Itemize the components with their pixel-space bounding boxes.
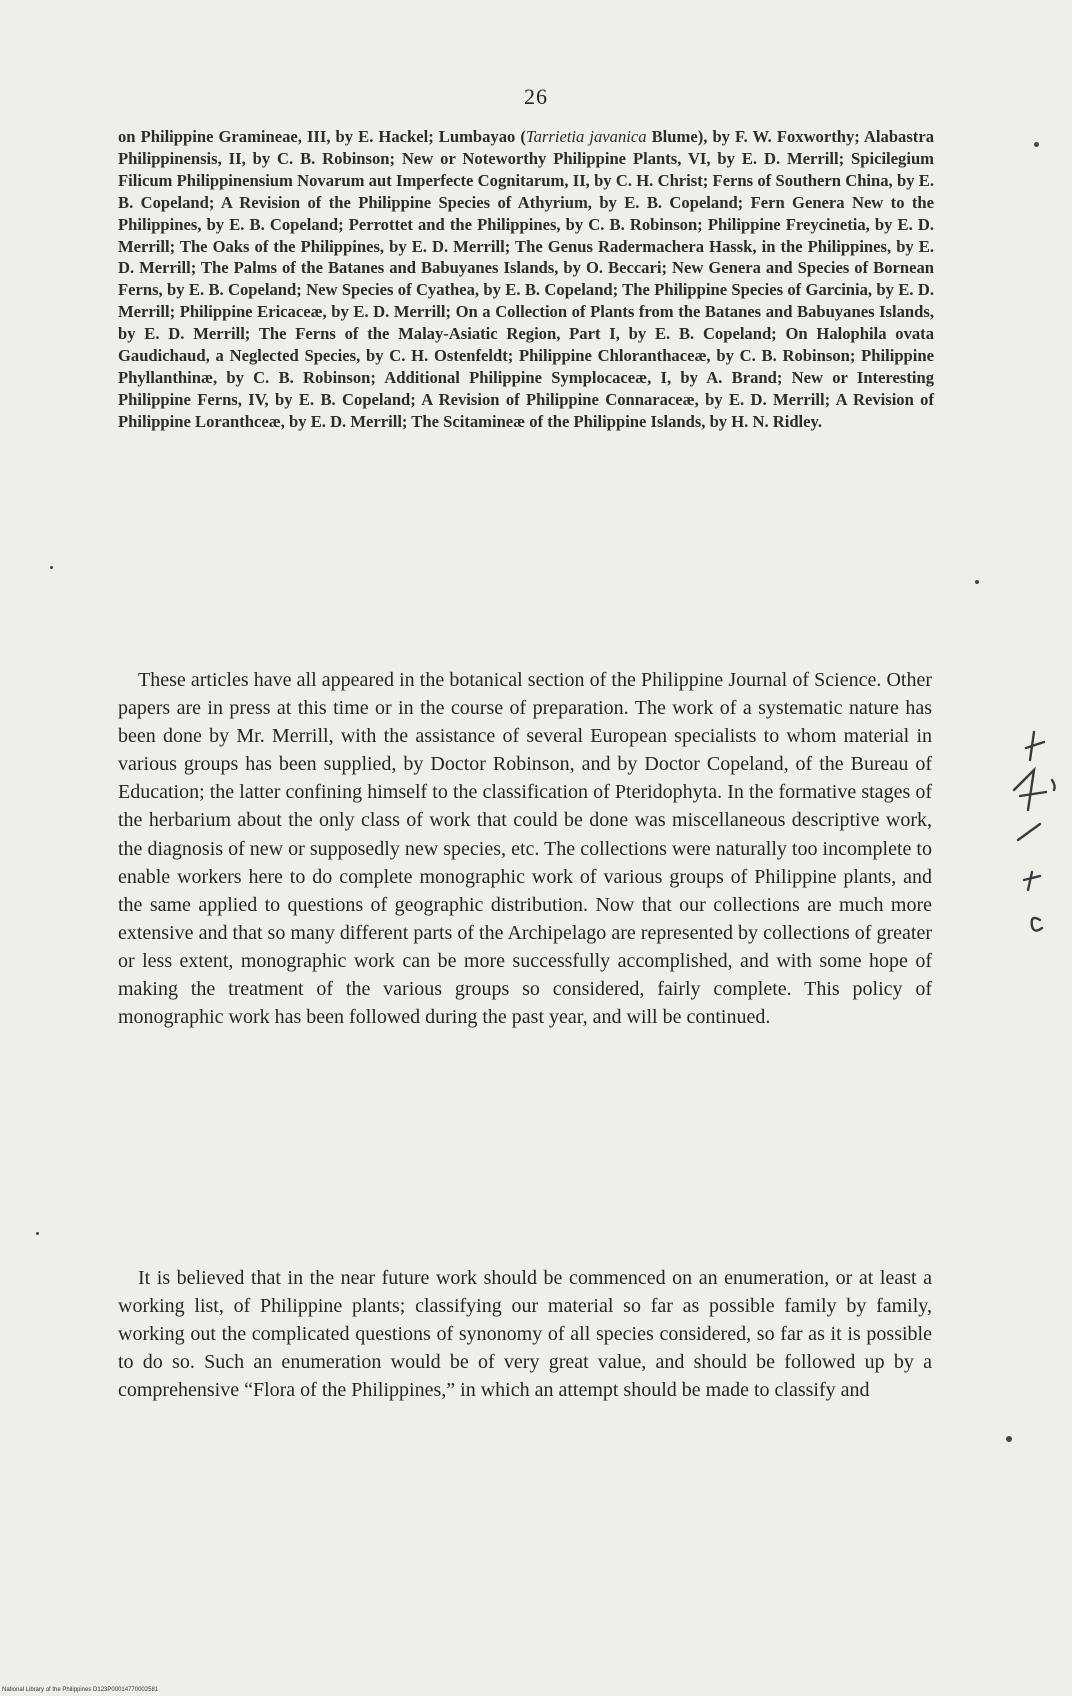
scan-speck	[1034, 142, 1039, 147]
handwritten-margin-marks	[1000, 720, 1070, 940]
reference-list-text-rest: Blume), by F. W. Foxworthy; Alabastra Philippinensis, II, by C. B. Robinson; New or Noteworthy Philippine Plants, VI, by E. D. Merrill; Spicilegium Filicum Philippinensium Novarum aut Imperfecte Cognitarum, II, by C. H. Christ; Ferns of Southern China, by E. B. Copeland; A Revision of the Philippine Species of Athyrium, by E. B. Copeland; Fern Genera New to the Philippines, by E. B. Copeland; Perrottet and the Philippines, by C. B. Robinson; Philippine Freycinetia, by E. D. Merrill; The Oaks of the Philippines, by E. D. Merrill; The Genus Radermachera Hassk, in the Philippines, by E. D. Merrill; The Palms of the Batanes and Babuyanes Islands, by O. Beccari; New Genera and Species of Bornean Ferns, by E. B. Copeland; New Species of Cyathea, by E. B. Copeland; The Philippine Species of Garcinia, by E. D. Merrill; Philippine Ericaceæ, by E. D. Merrill; On a Collection of Plants from the Batanes and Babuyanes Islands, by E. D. Merrill; The Ferns of the Malay-Asiatic Region, Part I, by E. B. Copeland; On Halophila ovata Gaudichaud, a Neglected Species, by C. H. Ostenfeldt; Philippine Chloranthaceæ, by C. B. Robinson; Philippine Phyllanthinæ, by C. B. Robinson; Additional Philippine Symplocaceæ, I, by A. Brand; New or Interesting Philippine Ferns, IV, by E. B. Copeland; A Revision of Philippine Connaraceæ, by E. D. Merrill; A Revision of Philippine Loranthceæ, by E. D. Merrill; The Scitamineæ of the Philippine Islands, by H. N. Ridley.	[118, 127, 934, 431]
body-paragraph-2: It is believed that in the near future work should be commenced on an enumeration, or at least a working list, of Philippine plants; classifying our material so far as possible family by family, working out the complicated questions of synonomy of all species considered, so far as it is possible to do so. Such an enumeration would be of very great value, and should be followed up by a comprehensive “Flora of the Philippines,” in which an attempt should be made to classify and	[118, 1267, 932, 1402]
footer-library-stamp: National Library of the Philippines D123P00014770002581	[2, 1687, 159, 1693]
scan-speck	[36, 1232, 39, 1235]
scan-speck	[975, 580, 979, 584]
reference-list-species-name: Tarrietia javanica	[525, 127, 647, 146]
scan-speck	[1006, 1436, 1012, 1442]
reference-list-paragraph	[118, 126, 934, 433]
scan-speck	[50, 566, 53, 569]
body-paragraph-1: These articles have all appeared in the botanical section of the Philippine Journal of Science. Other papers are in press at this time or in the course of preparation. The work of a systematic nature has been done by Mr. Merrill, with the assistance of several European specialists to whom material in various groups has been supplied, by Doctor Robinson, and by Doctor Copeland, of the Bureau of Education; the latter confining himself to the classification of Pteridophyta. In the formative stages of the herbarium about the only class of work that could be done was miscellaneous descriptive work, the diagnosis of new or supposedly new species, etc. The collections were naturally too incomplete to enable workers here to do complete monographic work of various groups of Philippine plants, and the same applied to questions of geographic distribution. Now that our collections are much more extensive and that so many different parts of the Archipelago are represented by collections of greater or less extent, monographic work can be more successfully accomplished, and with some hope of making the treatment of the various groups so considered, fairly complete. This policy of monographic work has been followed during the past year, and will be continued.	[118, 669, 932, 1029]
reference-list-text-start: on Philippine Gramineae, III, by E. Hackel; Lumbayao (	[118, 127, 526, 146]
page-number: 26	[524, 84, 548, 109]
